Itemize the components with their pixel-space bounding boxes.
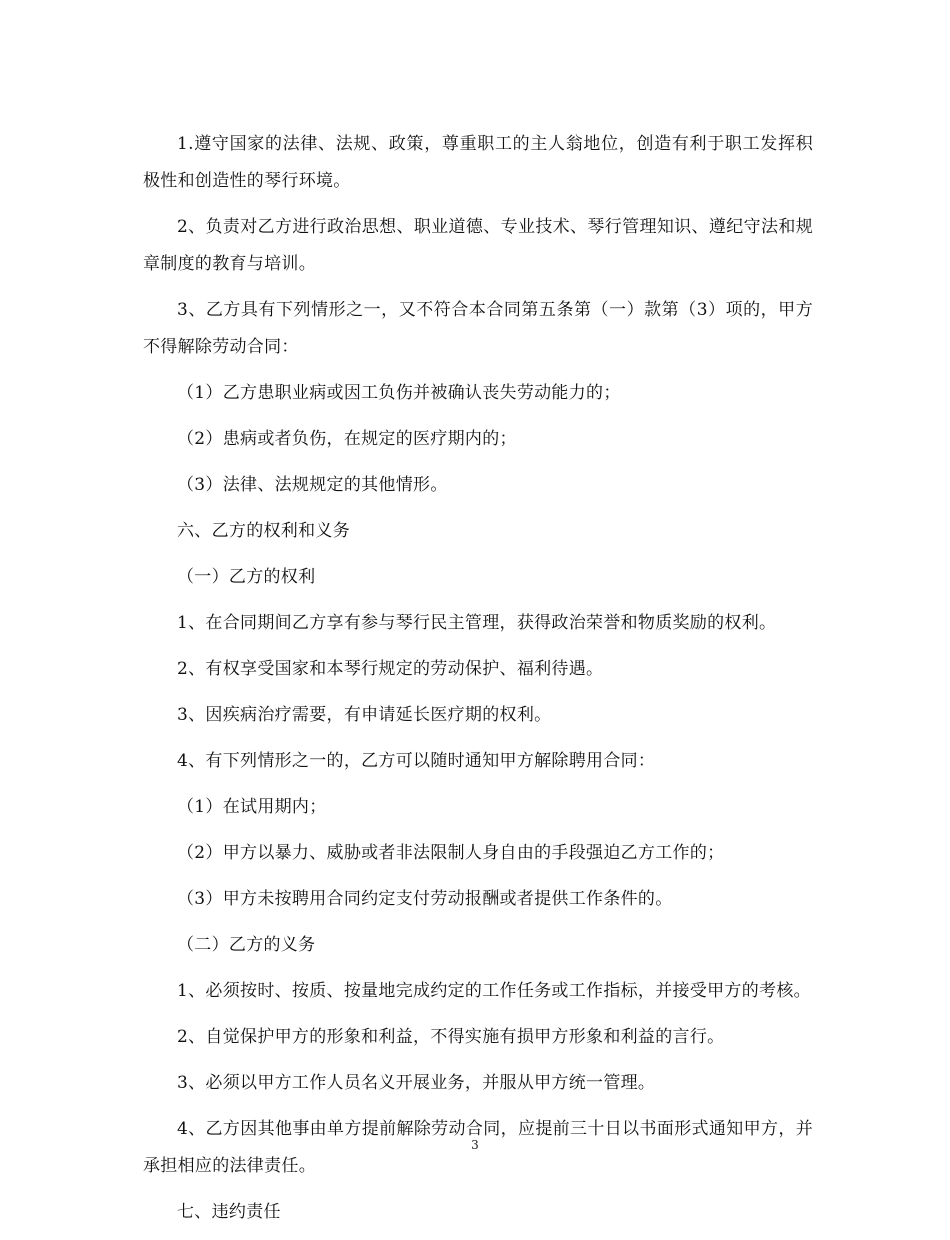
section-heading-six: 六、乙方的权利和义务 — [177, 521, 350, 541]
document-body — [143, 126, 813, 1240]
paragraph-19: 3、必须以甲方工作人员名义开展业务，并服从甲方统一管理。 — [177, 1073, 656, 1093]
paragraph-6: （3）法律、法规规定的其他情形。 — [177, 475, 448, 495]
section-heading-seven: 七、违约责任 — [177, 1202, 281, 1222]
page-number: 3 — [471, 1138, 479, 1152]
paragraph-3: 3、乙方具有下列情形之一，又不符合本合同第五条第（一）款第（3）项的，甲方不得解除劳动合同： — [143, 300, 813, 357]
paragraph-9: 1、在合同期间乙方享有参与琴行民主管理，获得政治荣誉和物质奖励的权利。 — [177, 613, 777, 633]
paragraph-2: 2、负责对乙方进行政治思想、职业道德、专业技术、琴行管理知识、遵纪守法和规章制度的教育与培训。 — [143, 217, 813, 274]
paragraph-12: 4、有下列情形之一的，乙方可以随时通知甲方解除聘用合同： — [177, 751, 656, 771]
paragraph-13: （1）在试用期内； — [177, 797, 327, 817]
subsection-heading-rights: （一）乙方的权利 — [177, 567, 316, 587]
paragraph-5: （2）患病或者负伤，在规定的医疗期内的； — [177, 429, 517, 449]
paragraph-18: 2、自觉保护甲方的形象和利益，不得实施有损甲方形象和利益的言行。 — [177, 1027, 725, 1047]
paragraph-1: 1.遵守国家的法律、法规、政策，尊重职工的主人翁地位，创造有利于职工发挥积极性和创造性的琴行环境。 — [143, 134, 813, 191]
paragraph-10: 2、有权享受国家和本琴行规定的劳动保护、福利待遇。 — [177, 659, 604, 679]
subsection-heading-duties: （二）乙方的义务 — [177, 935, 316, 955]
paragraph-17: 1、必须按时、按质、按量地完成约定的工作任务或工作指标，并接受甲方的考核。 — [177, 981, 811, 1001]
paragraph-20: 4、乙方因其他事由单方提前解除劳动合同，应提前三十日以书面形式通知甲方，并承担相应的法律责任。 — [143, 1119, 813, 1176]
paragraph-11: 3、因疾病治疗需要，有申请延长医疗期的权利。 — [177, 705, 552, 725]
paragraph-14: （2）甲方以暴力、威胁或者非法限制人身自由的手段强迫乙方工作的； — [177, 843, 725, 863]
paragraph-4: （1）乙方患职业病或因工负伤并被确认丧失劳动能力的； — [177, 383, 621, 403]
paragraph-15: （3）甲方未按聘用合同约定支付劳动报酬或者提供工作条件的。 — [177, 889, 673, 909]
